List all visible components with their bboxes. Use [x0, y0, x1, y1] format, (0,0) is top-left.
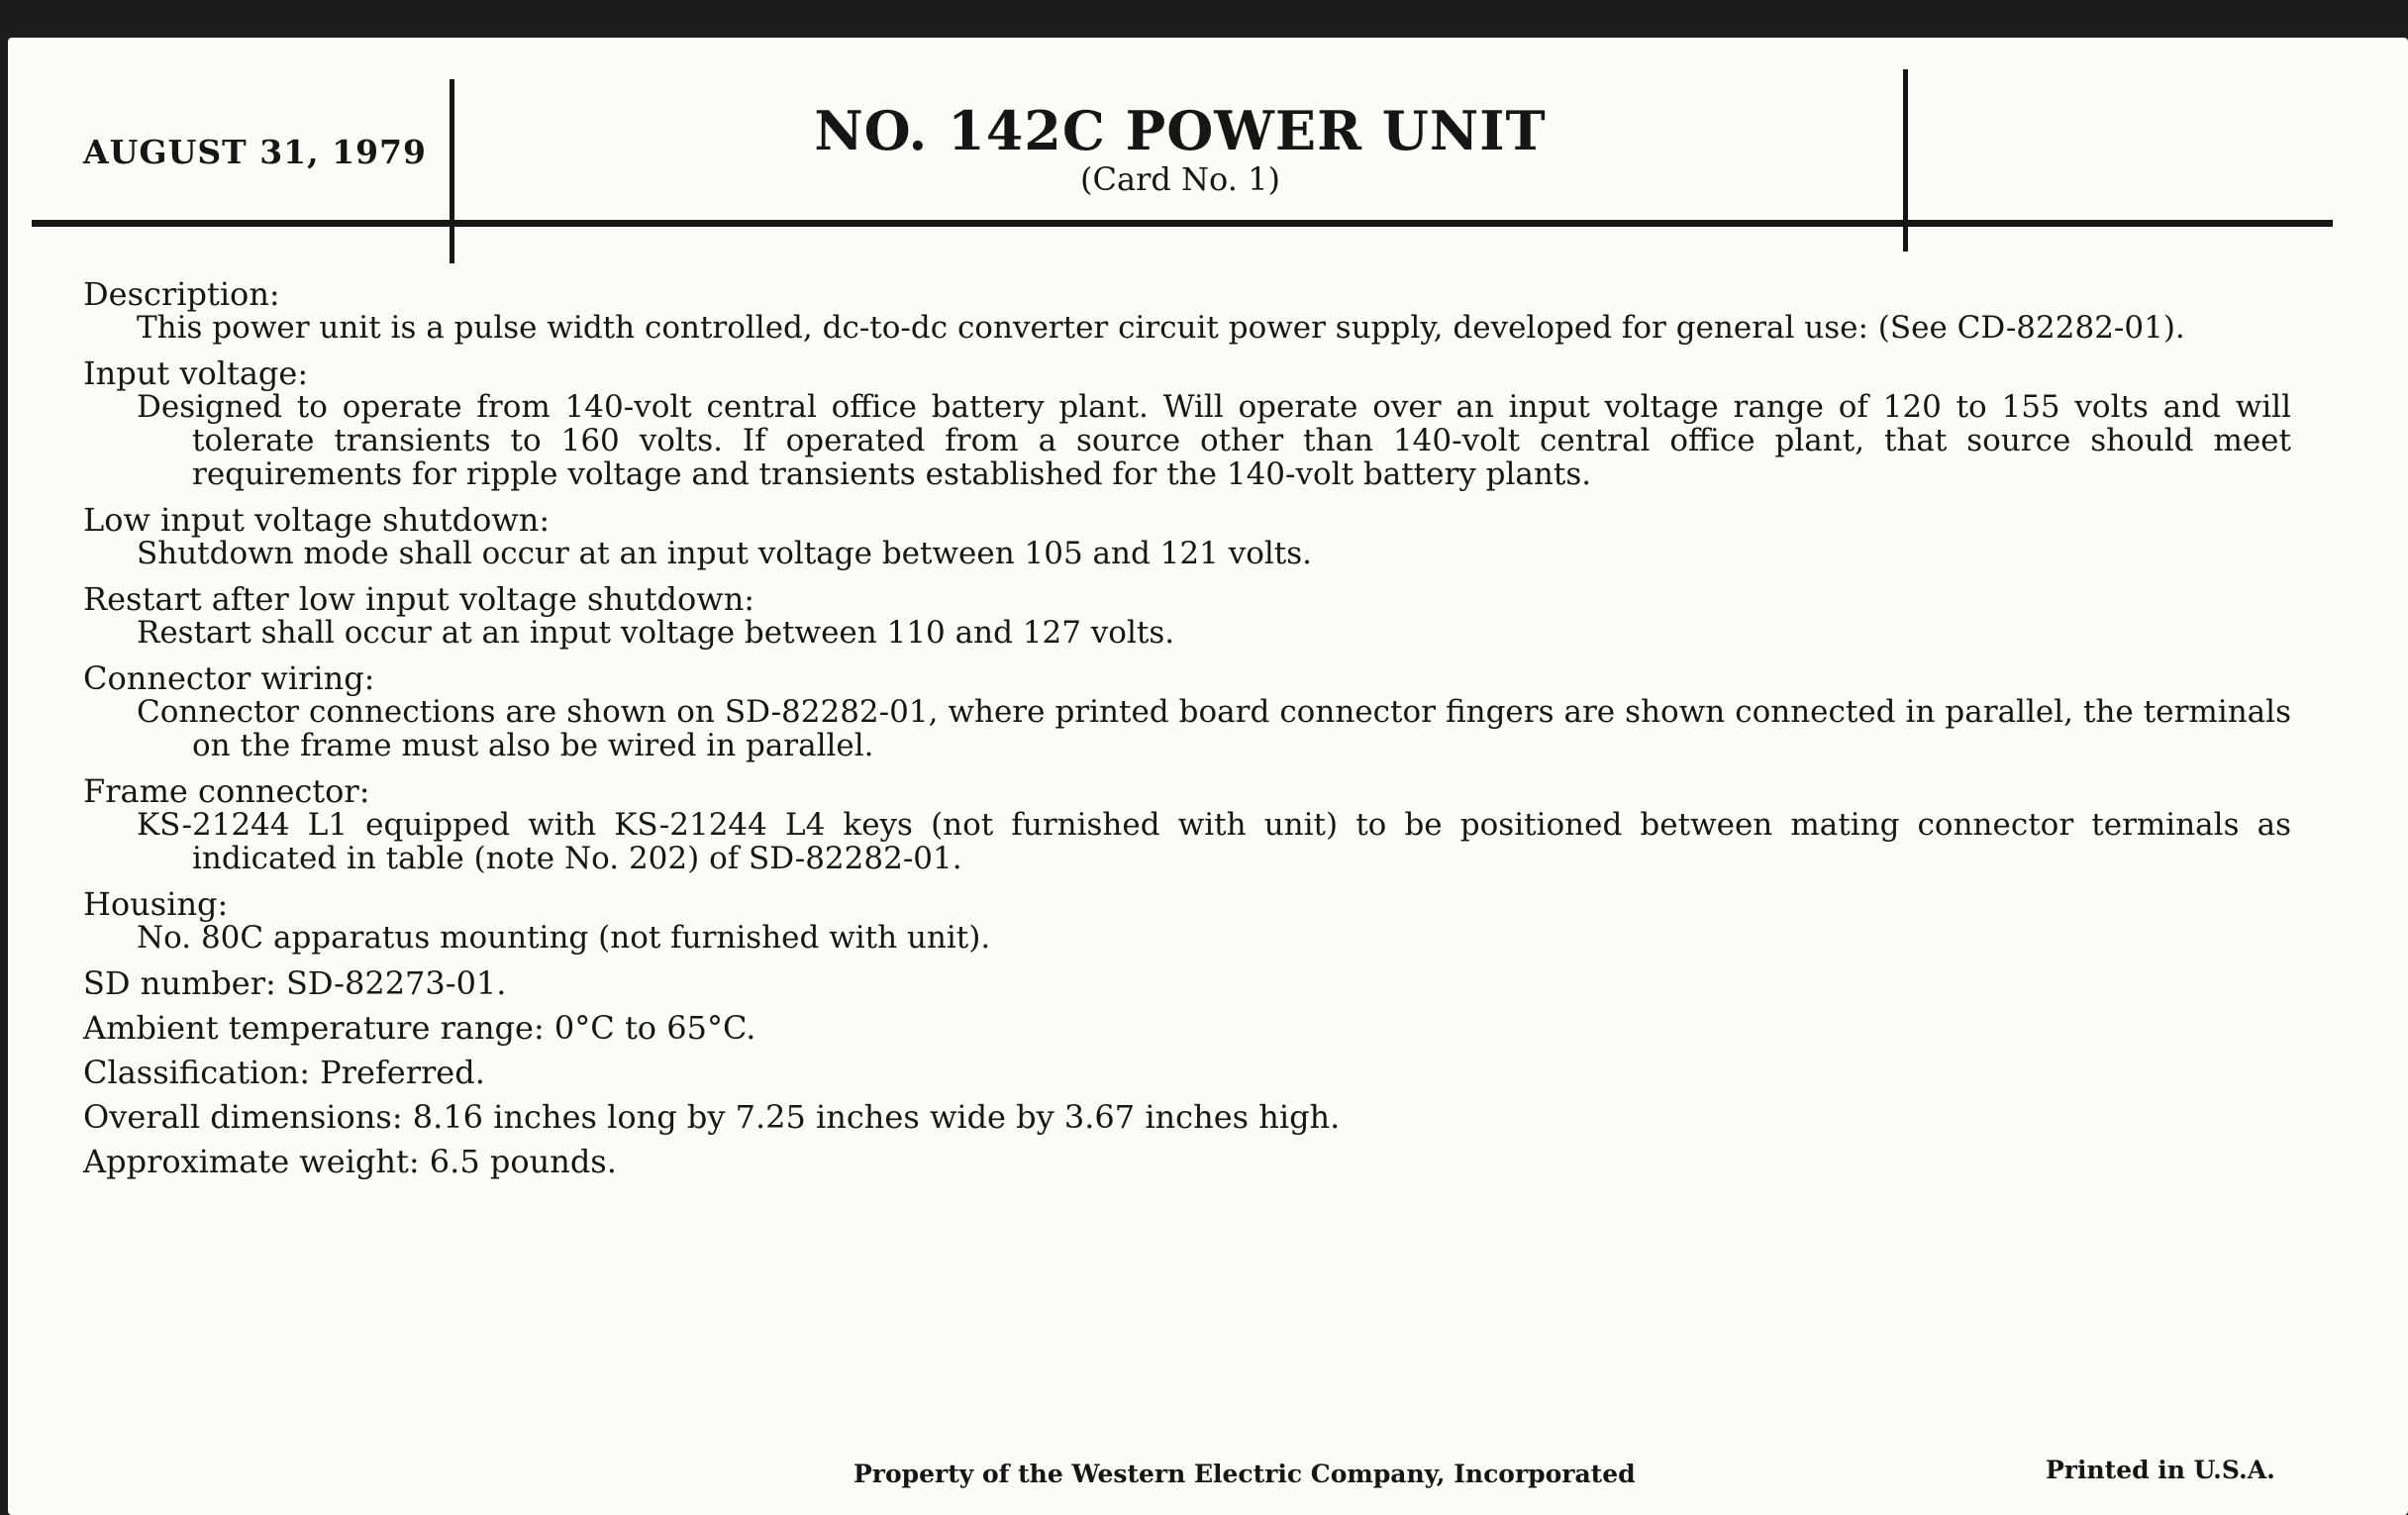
document-card — [8, 38, 2408, 1515]
section-text: Designed to operate from 140-volt central office battery plant. Will operate over an input voltage range of 120 to 155 volts and will tolerate transients to 160 volts. If operated from a source other than 140-volt central office plant, that source should meet requirements for ripple voltage and transients established for the 140-volt battery plants. — [137, 389, 2291, 492]
section-text: Connector connections are shown on SD-82282-01, where printed board connector fingers are shown connected in parallel, the terminals on the frame must also be wired in parallel. — [137, 694, 2291, 763]
section-housing — [83, 887, 2291, 955]
section-input-voltage — [83, 356, 2291, 491]
property-notice: Property of the Western Electric Company, Incorporated — [853, 1460, 1636, 1488]
card-header — [8, 38, 2408, 236]
issue-date: AUGUST 31, 1979 — [83, 133, 427, 171]
approximate-weight: Approximate weight: 6.5 pounds. — [83, 1143, 617, 1180]
section-frame-connector — [83, 774, 2291, 875]
section-text: This power unit is a pulse width controlled, dc-to-dc converter circuit power supply, developed for general use: (See CD-82282-01). — [137, 310, 2185, 346]
section-text: Shutdown mode shall occur at an input voltage between 105 and 121 volts. — [137, 536, 1313, 571]
section-heading: Description: — [83, 275, 280, 313]
section-heading: Restart after low input voltage shutdown: — [83, 580, 755, 618]
section-restart — [83, 582, 2291, 650]
ambient-temperature-range: Ambient temperature range: 0°C to 65°C. — [83, 1009, 756, 1047]
document-title: NO. 142C POWER UNIT — [814, 99, 1547, 162]
section-connector-wiring — [83, 661, 2291, 762]
card-content — [83, 277, 2291, 1189]
section-heading: Low input voltage shutdown: — [83, 501, 551, 539]
section-text: KS-21244 L1 equipped with KS-21244 L4 keys (not furnished with unit) to be positioned between mating connector terminals as indicated in table (note No. 202) of SD-82282-01. — [137, 807, 2291, 876]
section-heading: Connector wiring: — [83, 659, 375, 697]
sd-number: SD number: SD-82273-01. — [83, 964, 507, 1002]
header-rule — [32, 220, 2333, 227]
section-low-input-shutdown — [83, 503, 2291, 570]
section-heading: Housing: — [83, 885, 229, 923]
header-divider-left — [450, 79, 454, 263]
section-text: No. 80C apparatus mounting (not furnished with unit). — [137, 920, 991, 956]
overall-dimensions: Overall dimensions: 8.16 inches long by 7.25 inches wide by 3.67 inches high. — [83, 1098, 1341, 1136]
printed-in-notice: Printed in U.S.A. — [2046, 1456, 2275, 1484]
section-heading: Frame connector: — [83, 772, 370, 810]
section-text: Restart shall occur at an input voltage between 110 and 127 volts. — [137, 615, 1175, 651]
section-description — [83, 277, 2291, 345]
card-number: (Card No. 1) — [1080, 160, 1280, 198]
classification: Classification: Preferred. — [83, 1054, 485, 1091]
section-heading: Input voltage: — [83, 354, 309, 392]
